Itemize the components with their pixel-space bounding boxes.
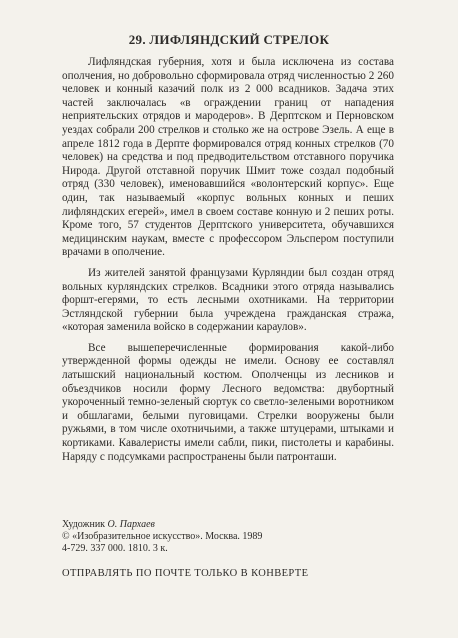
mail-instruction: ОТПРАВЛЯТЬ ПО ПОЧТЕ ТОЛЬКО В КОНВЕРТЕ	[62, 568, 309, 579]
print-code: 4-729. 337 000. 1810. 3 к.	[62, 543, 168, 554]
page-title: 29. ЛИФЛЯНДСКИЙ СТРЕЛОК	[128, 32, 330, 47]
paragraph-2: Из жителей занятой французами Курляндии был создан отряд вольных курляндских стрелков. Всадники этого отряда назывались форшт-егерями, то есть лесными охотниками. На территории Эстляндской губернии была учреждена гражданская стража, «которая заменила войско в содержании караулов».	[62, 266, 394, 334]
paragraph-3: Все вышеперечисленные формирования какой-либо утвержденной формы одежды не имели. Основу ее составлял латышский национальный костюм. Ополченцы из лесников и объездчиков носили форму Лесного ведомства: двубортный укороченный темно-зеленый сюртук со светло-зелеными воротником и обшлагами, белыми пуговицами. Стрелки вооружены были ружьями, в том числе охотничьими, а также штуцерами, штыками и кортиками. Кавалеристы имели сабли, пики, пистолеты и карабины. Наряду с подсумками распространены были патронташи.	[62, 341, 394, 463]
credits-block	[62, 519, 394, 555]
copyright-line: © «Изобразительное искусство». Москва. 1989	[62, 531, 263, 542]
article-body	[62, 56, 394, 471]
artist-name: О. Пархаев	[107, 519, 155, 530]
paragraph-1: Лифляндская губерния, хотя и была исключена из состава ополчения, но добровольно сформировала отряд численностью 2 260 человек и конный казачий полк из 2 000 всадников. Задача этих частей заключалась «в ограждении границ от нападения неприятельских отрядов и мародеров». В Дерптском и Перновском уездах собрали 200 стрелков и столько же на острове Эзель. А еще в апреле 1812 года в Дерпте формировался отряд конных стрелков (70 человек) на средства и под предводительством отставного поручика Нирода. Другой отставной поручик Шмит тоже создал подобный отряд (330 человек), именовавшийся «волонтерский корпус». Еще один, так называемый «корпус вольных конных и пеших лифляндских егерей», имел в своем составе конную и 2 пеших роты. Кроме того, 57 студентов Дерптского университета, обучавшихся медицинским наукам, вместе с профессором Эльспером поступили врачами в ополчение.	[62, 56, 394, 259]
artist-label: Художник	[62, 519, 108, 530]
artist-credit	[62, 519, 394, 531]
